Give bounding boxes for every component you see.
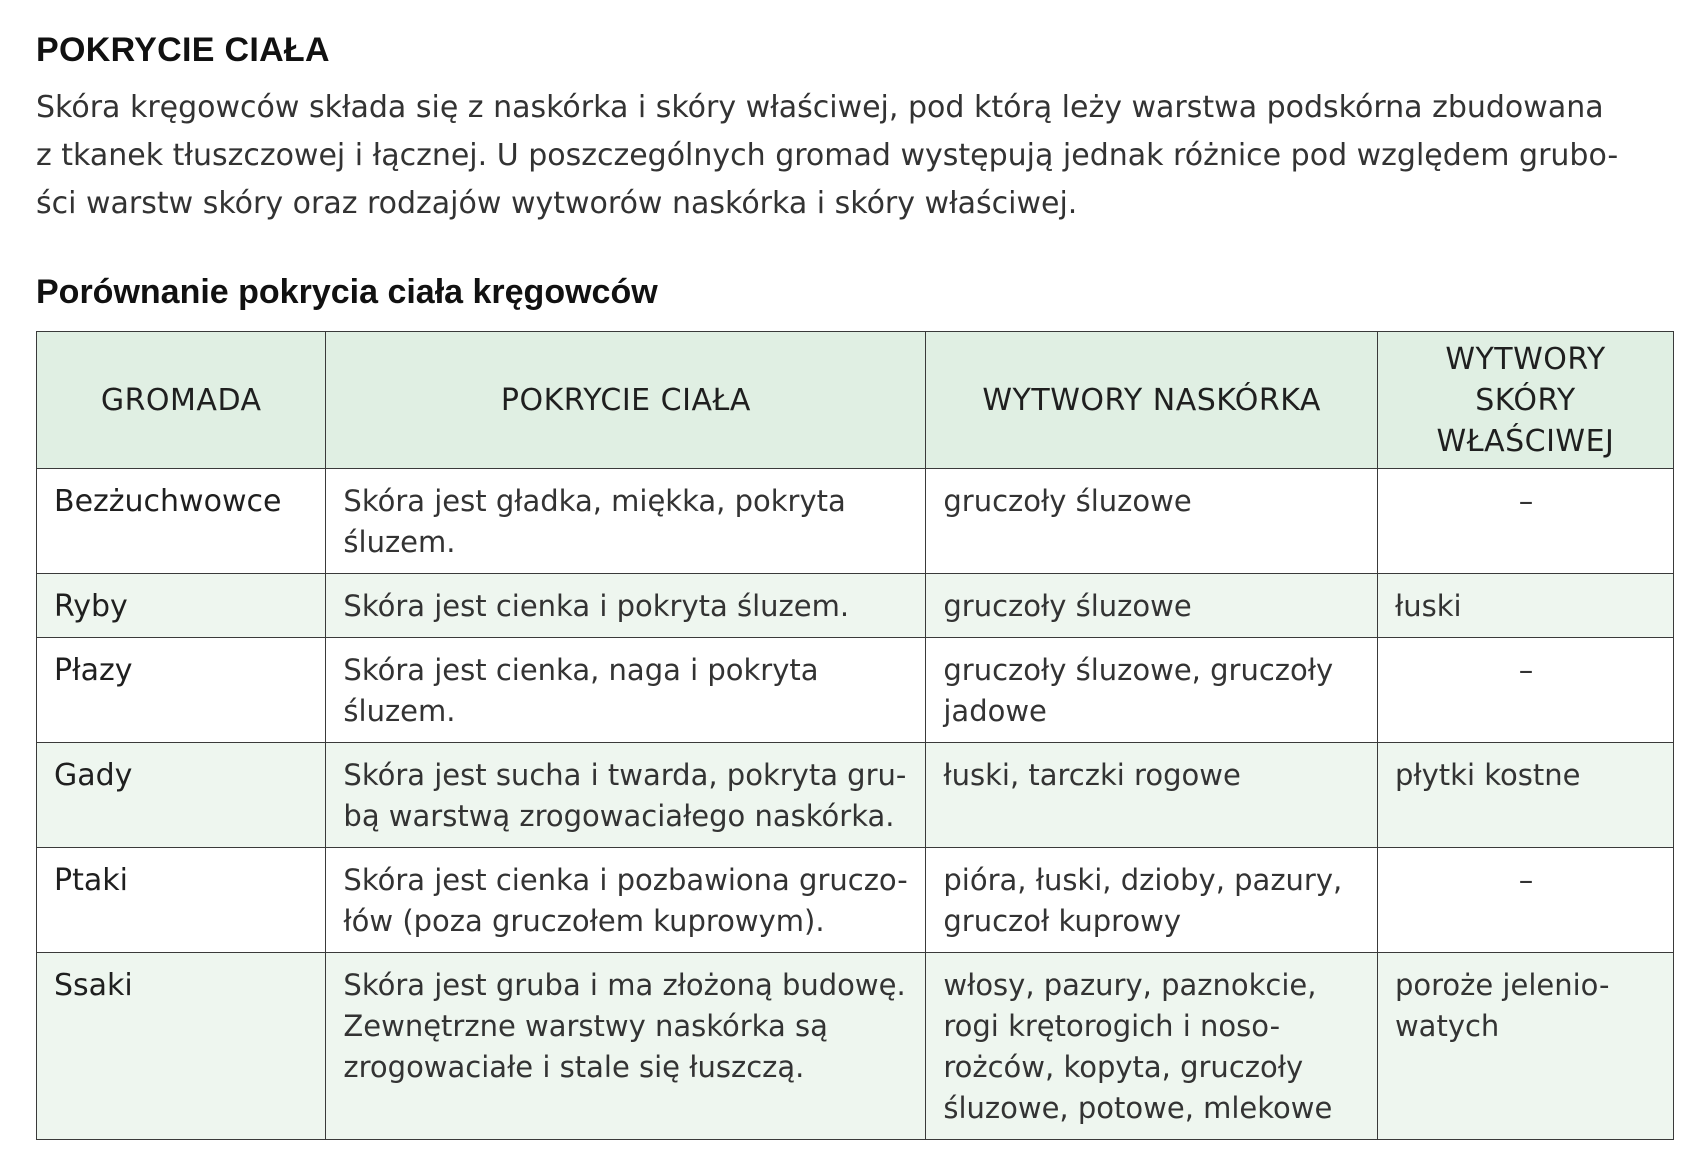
cell-line: Skóra jest gruba i ma złożoną budowę. (343, 968, 906, 1002)
intro-line: z tkanek tłuszczowej i łącznej. U poszczególnych gromad występują jednak różnice pod względem grubo- (36, 138, 1619, 173)
cell-covering (326, 638, 926, 743)
intro-line: ści warstw skóry oraz rodzajów wytworów naskórka i skóry właściwej. (36, 186, 1078, 221)
cell-line: pióra, łuski, dzioby, pazury, (943, 863, 1343, 897)
header-dermis-line: SKÓRY (1475, 382, 1576, 418)
table-row (37, 848, 1674, 953)
cell-line: łuski (1394, 589, 1462, 623)
table-row (37, 469, 1674, 574)
cell-group: Płazy (37, 638, 326, 743)
cell-line: – (1518, 863, 1534, 897)
table-row (37, 574, 1674, 638)
cell-line: Skóra jest sucha i twarda, pokryta gru- (343, 758, 907, 792)
cell-dermis (1377, 469, 1673, 574)
cell-group: Ssaki (37, 953, 326, 1140)
header-dermis-line: WŁAŚCIWEJ (1436, 423, 1615, 459)
cell-epidermis (926, 638, 1378, 743)
cell-group: Gady (37, 743, 326, 848)
header-group: GROMADA (37, 332, 326, 469)
table-row (37, 638, 1674, 743)
cell-group: Bezżuchwowce (37, 469, 326, 574)
cell-dermis (1377, 953, 1673, 1140)
cell-covering (326, 469, 926, 574)
header-epidermis: WYTWORY NASKÓRKA (926, 332, 1378, 469)
table-row (37, 953, 1674, 1140)
cell-line: – (1518, 484, 1534, 518)
cell-dermis (1377, 638, 1673, 743)
cell-dermis (1377, 848, 1673, 953)
cell-line: śluzowe, potowe, mlekowe (943, 1091, 1333, 1125)
cell-line: włosy, pazury, paznokcie, (943, 968, 1317, 1002)
cell-covering (326, 743, 926, 848)
table-row (37, 743, 1674, 848)
cell-dermis (1377, 743, 1673, 848)
cell-epidermis (926, 743, 1378, 848)
section-title: POKRYCIE CIAŁA (36, 31, 330, 69)
cell-covering (326, 953, 926, 1140)
table-title: Porównanie pokrycia ciała kręgowców (36, 273, 658, 311)
cell-line: Zewnętrzne warstwy naskórka są (343, 1009, 828, 1043)
cell-line: gruczoły śluzowe (943, 484, 1192, 518)
cell-epidermis (926, 469, 1378, 574)
cell-line: Skóra jest cienka, naga i pokryta (343, 653, 819, 687)
cell-line: śluzem. (343, 694, 456, 728)
header-covering: POKRYCIE CIAŁA (326, 332, 926, 469)
intro-paragraph (36, 84, 1676, 228)
cell-line: zrogowaciałe i stale się łuszczą. (343, 1050, 805, 1084)
header-dermis (1377, 332, 1673, 469)
cell-line: Skóra jest cienka i pozbawiona gruczo- (343, 863, 908, 897)
header-dermis-line: WYTWORY (1445, 341, 1606, 377)
intro-line: Skóra kręgowców składa się z naskórka i skóry właściwej, pod którą leży warstwa podskórna zbudowana (36, 90, 1604, 125)
cell-epidermis (926, 953, 1378, 1140)
cell-line: płytki kostne (1394, 758, 1581, 792)
cell-line: gruczoły śluzowe (943, 589, 1192, 623)
table-body (37, 469, 1674, 1140)
comparison-table (36, 331, 1674, 1140)
document-page (36, 28, 1672, 1125)
cell-line: śluzem. (343, 525, 456, 559)
cell-line: jadowe (943, 694, 1047, 728)
cell-group: Ptaki (37, 848, 326, 953)
cell-line: rogi krętorogich i noso- (943, 1009, 1281, 1043)
cell-line: gruczoł kuprowy (943, 904, 1182, 938)
cell-line: Skóra jest cienka i pokryta śluzem. (343, 589, 850, 623)
cell-epidermis (926, 574, 1378, 638)
cell-line: łów (poza gruczołem kuprowym). (343, 904, 825, 938)
cell-line: łuski, tarczki rogowe (943, 758, 1241, 792)
cell-line: gruczoły śluzowe, gruczoły (943, 653, 1334, 687)
cell-covering (326, 574, 926, 638)
cell-line: Skóra jest gładka, miękka, pokryta (343, 484, 846, 518)
cell-line: poroże jelenio- (1394, 968, 1610, 1002)
cell-line: – (1518, 653, 1534, 687)
cell-line: watych (1394, 1009, 1500, 1043)
cell-dermis (1377, 574, 1673, 638)
cell-covering (326, 848, 926, 953)
cell-group: Ryby (37, 574, 326, 638)
cell-line: rożców, kopyta, gruczoły (943, 1050, 1304, 1084)
cell-line: bą warstwą zrogowaciałego naskórka. (343, 799, 895, 833)
cell-epidermis (926, 848, 1378, 953)
table-header-row (37, 332, 1674, 469)
